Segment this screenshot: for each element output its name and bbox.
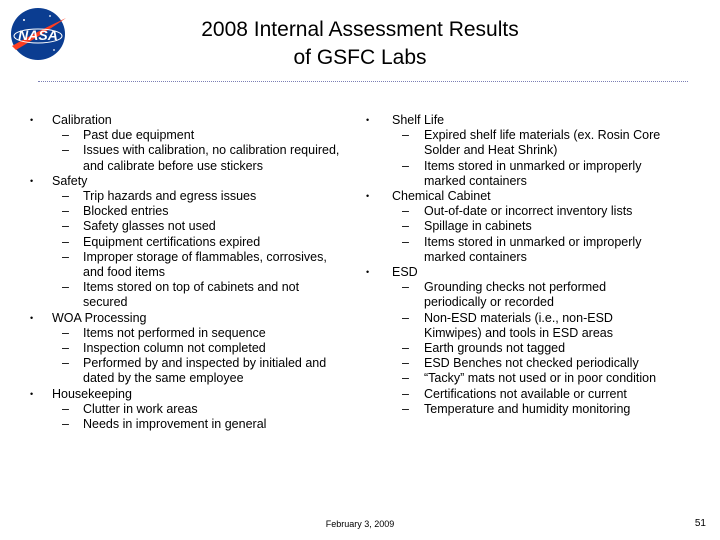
- sub-bullet-text: ESD Benches not checked periodically: [424, 356, 639, 371]
- sub-bullet-item: [30, 219, 340, 234]
- dash-icon: –: [62, 249, 69, 264]
- sub-bullet-item: [30, 128, 340, 143]
- dash-icon: –: [402, 158, 409, 173]
- dash-icon: –: [62, 128, 69, 143]
- sub-bullet-item: [366, 280, 666, 310]
- sub-bullet-text: Improper storage of flammables, corrosives, and food items: [83, 249, 327, 280]
- dash-icon: –: [402, 280, 409, 295]
- sub-bullet-item: [366, 356, 666, 371]
- bullet-item: [30, 311, 340, 326]
- sub-bullet-item: [366, 402, 666, 417]
- sub-bullet-item: [366, 128, 666, 158]
- sub-bullet-text: Earth grounds not tagged: [424, 341, 566, 356]
- nasa-logo: [6, 6, 70, 62]
- page-number: 51: [694, 518, 706, 529]
- bullet-item: [30, 387, 340, 402]
- left-column: [30, 113, 340, 432]
- dash-icon: –: [402, 356, 409, 371]
- bullet-item: [366, 189, 666, 204]
- dash-icon: –: [402, 310, 409, 325]
- sub-bullet-item: [30, 204, 340, 219]
- sub-bullet-item: [366, 371, 666, 386]
- bullet-label: Shelf Life: [392, 113, 445, 127]
- dash-icon: –: [62, 143, 69, 158]
- dash-icon: –: [62, 341, 69, 356]
- sub-bullet-text: Out-of-date or incorrect inventory lists: [424, 204, 633, 219]
- sub-bullet-item: [30, 326, 340, 341]
- sub-bullet-text: Spillage in cabinets: [424, 219, 532, 234]
- nasa-logo-text: NASA: [18, 27, 58, 43]
- sub-bullet-item: [30, 356, 340, 386]
- bullet-icon: •: [366, 191, 370, 202]
- bullet-label: Safety: [52, 173, 88, 188]
- sub-bullet-item: [30, 235, 340, 250]
- sub-bullet-text: Non-ESD materials (i.e., non-ESD Kimwipes) and tools in ESD areas: [424, 310, 613, 340]
- bullet-icon: •: [30, 388, 34, 399]
- dash-icon: –: [62, 280, 69, 295]
- bullet-item: [366, 113, 666, 128]
- sub-bullet-text: Grounding checks not performed periodically or recorded: [424, 280, 607, 310]
- sub-bullet-item: [30, 143, 340, 173]
- footer-date: February 3, 2009: [325, 519, 395, 529]
- sub-bullet-text: Performed by and inspected by initialed and dated by the same employee: [83, 356, 327, 386]
- dash-icon: –: [62, 417, 69, 432]
- sub-bullet-text: Issues with calibration, no calibration required, and calibrate before use stickers: [83, 143, 340, 173]
- dash-icon: –: [402, 341, 409, 356]
- sub-bullet-item: [30, 341, 340, 356]
- sub-bullet-text: Inspection column not completed: [83, 341, 266, 356]
- sub-bullet-item: [30, 189, 340, 204]
- sub-bullet-item: [30, 417, 340, 432]
- title-divider: [38, 81, 688, 82]
- sub-bullet-text: Safety glasses not used: [83, 219, 216, 234]
- bullet-label: ESD: [392, 265, 418, 280]
- bullet-icon: •: [30, 175, 34, 186]
- dash-icon: –: [402, 401, 409, 416]
- sub-bullet-text: Items not performed in sequence: [83, 325, 266, 340]
- dash-icon: –: [402, 128, 409, 143]
- sub-bullet-text: Clutter in work areas: [83, 401, 198, 416]
- sub-bullet-text: Needs in improvement in general: [83, 417, 267, 432]
- bullet-item: [30, 174, 340, 189]
- sub-bullet-text: Expired shelf life materials (ex. Rosin Core Solder and Heat Shrink): [424, 128, 661, 158]
- sub-bullet-item: [366, 311, 666, 341]
- dash-icon: –: [62, 234, 69, 249]
- sub-bullet-text: Certifications not available or current: [424, 386, 627, 401]
- title-line-1: 2008 Internal Assessment Results: [201, 18, 519, 41]
- bullet-item: [30, 113, 340, 128]
- sub-bullet-text: “Tacky” mats not used or in poor condition: [424, 371, 657, 386]
- sub-bullet-item: [366, 387, 666, 402]
- sub-bullet-text: Items stored on top of cabinets and not secured: [83, 280, 300, 310]
- bullet-label: Housekeeping: [52, 386, 132, 401]
- dash-icon: –: [62, 356, 69, 371]
- dash-icon: –: [402, 234, 409, 249]
- sub-bullet-item: [30, 280, 340, 310]
- dash-icon: –: [62, 204, 69, 219]
- dash-icon: –: [62, 219, 69, 234]
- bullet-icon: •: [366, 115, 370, 125]
- bullet-icon: •: [30, 312, 34, 323]
- dash-icon: –: [62, 325, 69, 340]
- sub-bullet-item: [30, 250, 340, 280]
- sub-bullet-text: Items stored in unmarked or improperly marked containers: [424, 158, 642, 188]
- bullet-label: WOA Processing: [52, 310, 147, 325]
- sub-bullet-item: [366, 341, 666, 356]
- sub-bullet-text: Equipment certifications expired: [83, 234, 261, 249]
- slide-title: [120, 16, 600, 72]
- sub-bullet-text: Blocked entries: [83, 204, 169, 219]
- bullet-label: Calibration: [52, 113, 112, 127]
- sub-bullet-text: Items stored in unmarked or improperly marked containers: [424, 234, 642, 264]
- sub-bullet-item: [30, 402, 340, 417]
- dash-icon: –: [402, 386, 409, 401]
- sub-bullet-text: Temperature and humidity monitoring: [424, 401, 631, 416]
- right-column: [366, 113, 666, 417]
- sub-bullet-item: [366, 235, 666, 265]
- dash-icon: –: [62, 189, 69, 204]
- dash-icon: –: [62, 401, 69, 416]
- sub-bullet-item: [366, 204, 666, 219]
- sub-bullet-item: [366, 159, 666, 189]
- sub-bullet-text: Trip hazards and egress issues: [83, 189, 257, 204]
- bullet-item: [366, 265, 666, 280]
- bullet-icon: •: [366, 267, 370, 278]
- sub-bullet-item: [366, 219, 666, 234]
- sub-bullet-text: Past due equipment: [83, 128, 195, 143]
- title-line-2: of GSFC Labs: [293, 46, 427, 69]
- bullet-icon: •: [30, 115, 34, 125]
- dash-icon: –: [402, 371, 409, 386]
- dash-icon: –: [402, 204, 409, 219]
- bullet-label: Chemical Cabinet: [392, 189, 491, 204]
- dash-icon: –: [402, 219, 409, 234]
